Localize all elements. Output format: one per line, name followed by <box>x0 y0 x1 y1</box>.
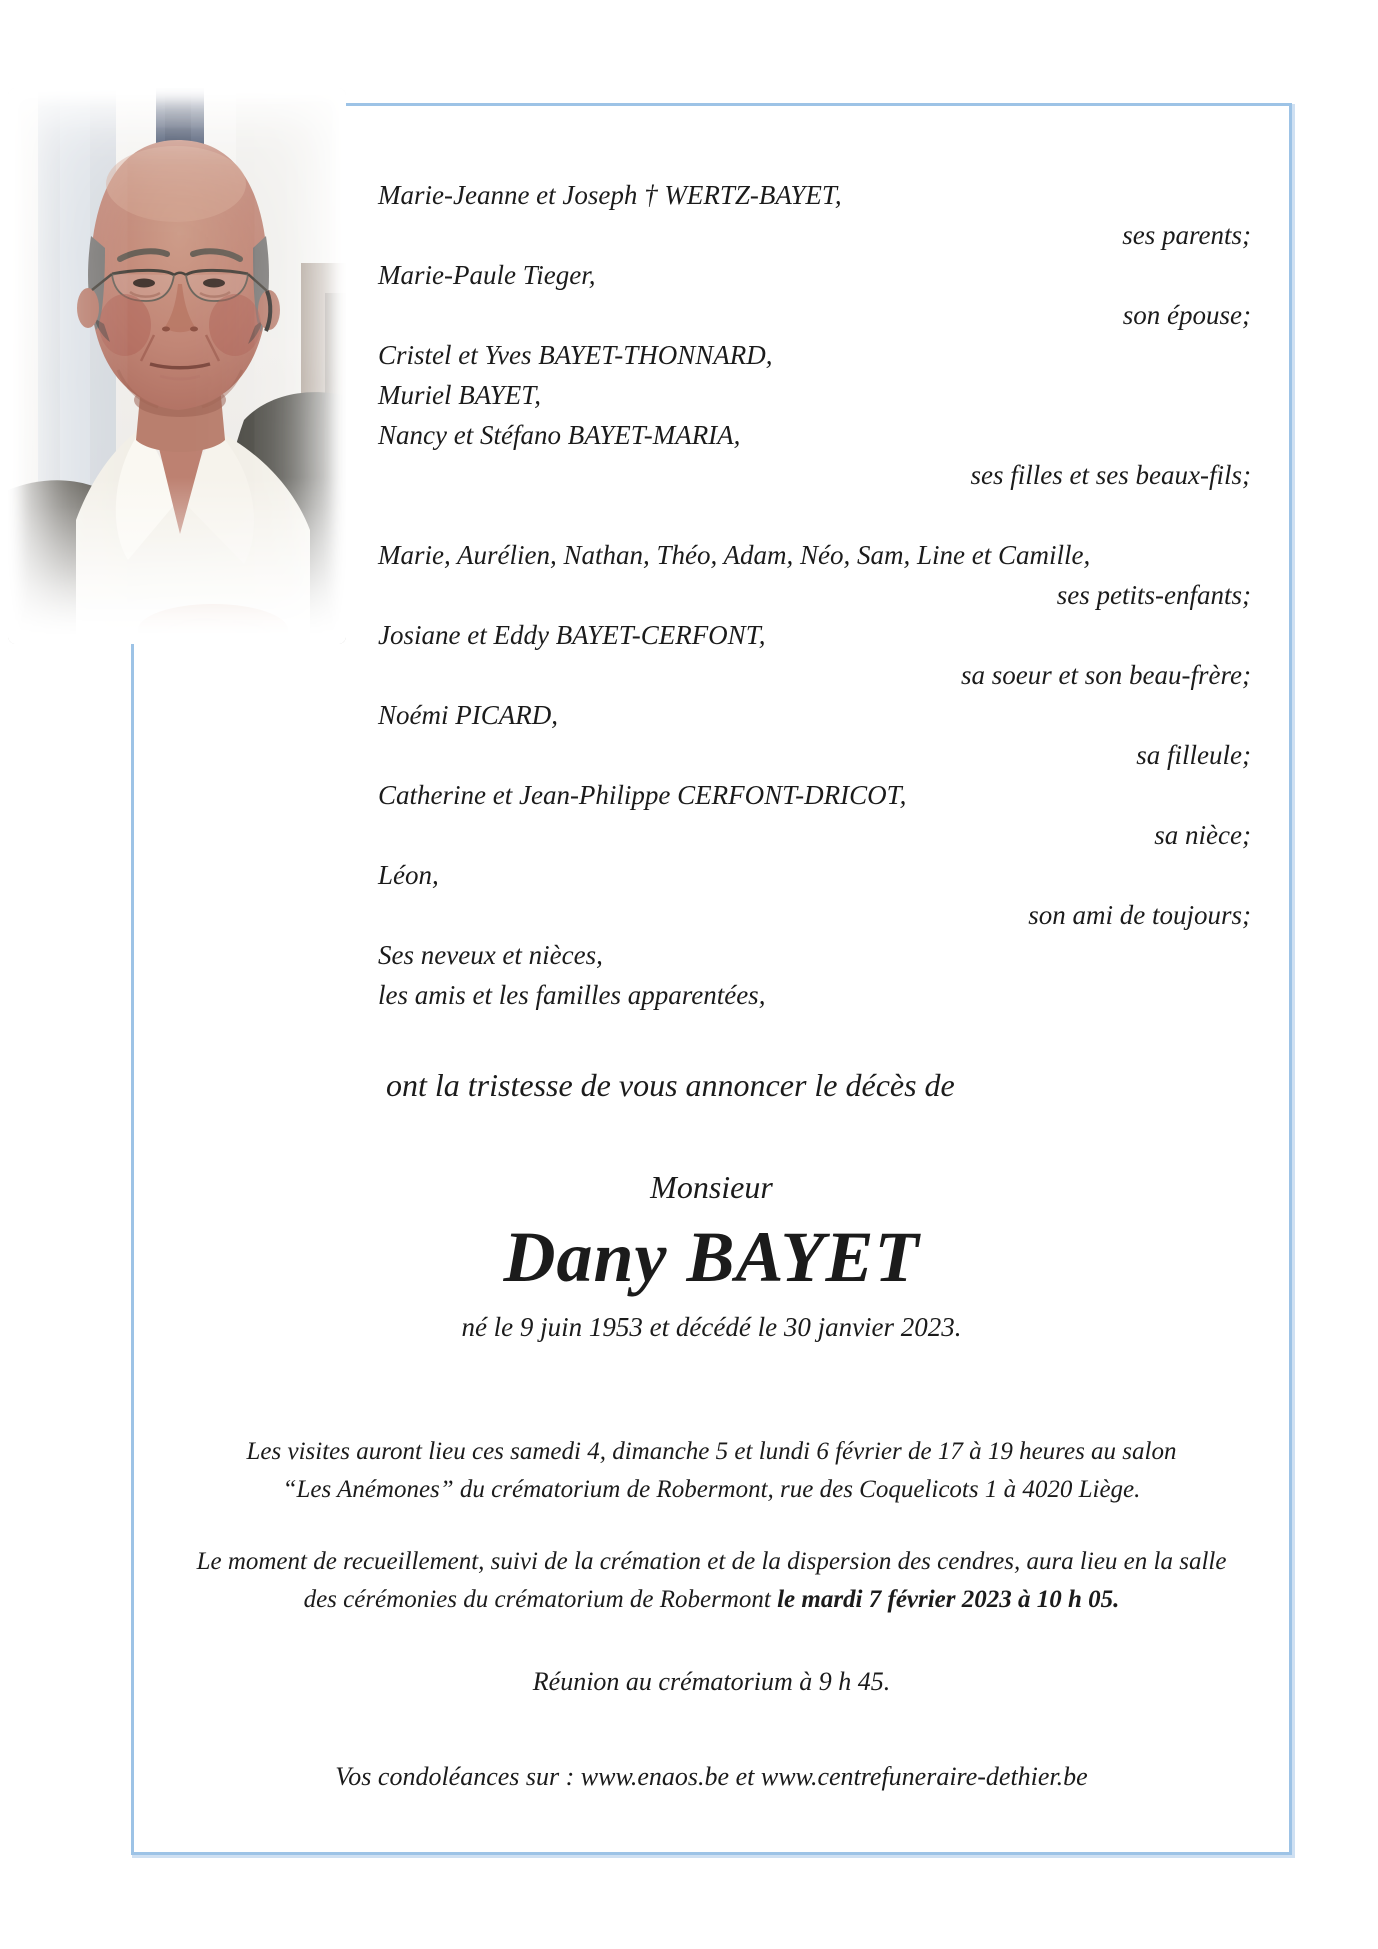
family-line: les amis et les familles apparentées, <box>378 980 766 1010</box>
ceremony-paragraph <box>134 1543 1289 1619</box>
relation-line: sa soeur et son beau-frère; <box>961 660 1251 690</box>
deceased-name: Dany BAYET <box>503 1217 920 1297</box>
family-line: Josiane et Eddy BAYET-CERFONT, <box>378 620 766 650</box>
relation-line: ses filles et ses beaux-fils; <box>970 460 1251 490</box>
family-line: Nancy et Stéfano BAYET-MARIA, <box>378 420 741 450</box>
family-line: Muriel BAYET, <box>378 380 542 410</box>
life-dates: né le 9 juin 1953 et décédé le 30 janvier 2023. <box>461 1312 962 1342</box>
family-line: Ses neveux et nièces, <box>378 940 603 970</box>
ceremony-line-2 <box>134 1581 1289 1619</box>
family-line: Catherine et Jean-Philippe CERFONT-DRICOT, <box>378 780 907 810</box>
civility: Monsieur <box>650 1169 773 1205</box>
ceremony-datetime: le mardi 7 février 2023 à 10 h 05. <box>777 1586 1120 1613</box>
family-line: Marie, Aurélien, Nathan, Théo, Adam, Néo, Sam, Line et Camille, <box>378 540 1091 570</box>
intro-line: ont la tristesse de vous annoncer le décès de <box>386 1067 955 1103</box>
relation-line: son épouse; <box>1122 300 1251 330</box>
visits-line-1: Les visites auront lieu ces samedi 4, dimanche 5 et lundi 6 février de 17 à 19 heures au salon <box>246 1438 1177 1465</box>
relation-line: ses parents; <box>1122 220 1251 250</box>
meeting-line: Réunion au crématorium à 9 h 45. <box>532 1667 891 1696</box>
portrait-photo <box>8 88 346 644</box>
portrait-illustration <box>8 88 346 644</box>
relation-line: son ami de toujours; <box>1028 900 1251 930</box>
relation-line: sa filleule; <box>1136 740 1251 770</box>
relation-line: ses petits-enfants; <box>1056 580 1251 610</box>
condolences-line: Vos condoléances sur : www.enaos.be et www.centrefuneraire-dethier.be <box>335 1762 1088 1791</box>
family-line: Noémi PICARD, <box>378 700 558 730</box>
ceremony-line-1: Le moment de recueillement, suivi de la crémation et de la dispersion des cendres, aura lieu en la salle <box>196 1548 1227 1575</box>
family-line: Marie-Paule Tieger, <box>378 260 596 290</box>
visits-line-2: “Les Anémones” du crématorium de Robermont, rue des Coquelicots 1 à 4020 Liège. <box>282 1476 1141 1503</box>
family-line: Léon, <box>378 860 439 890</box>
visits-paragraph <box>134 1433 1289 1509</box>
family-line: Marie-Jeanne et Joseph † WERTZ-BAYET, <box>378 180 842 210</box>
relation-line: sa nièce; <box>1154 820 1251 850</box>
family-line: Cristel et Yves BAYET-THONNARD, <box>378 340 773 370</box>
ceremony-line-2-text: des cérémonies du crématorium de Robermont <box>303 1586 778 1613</box>
